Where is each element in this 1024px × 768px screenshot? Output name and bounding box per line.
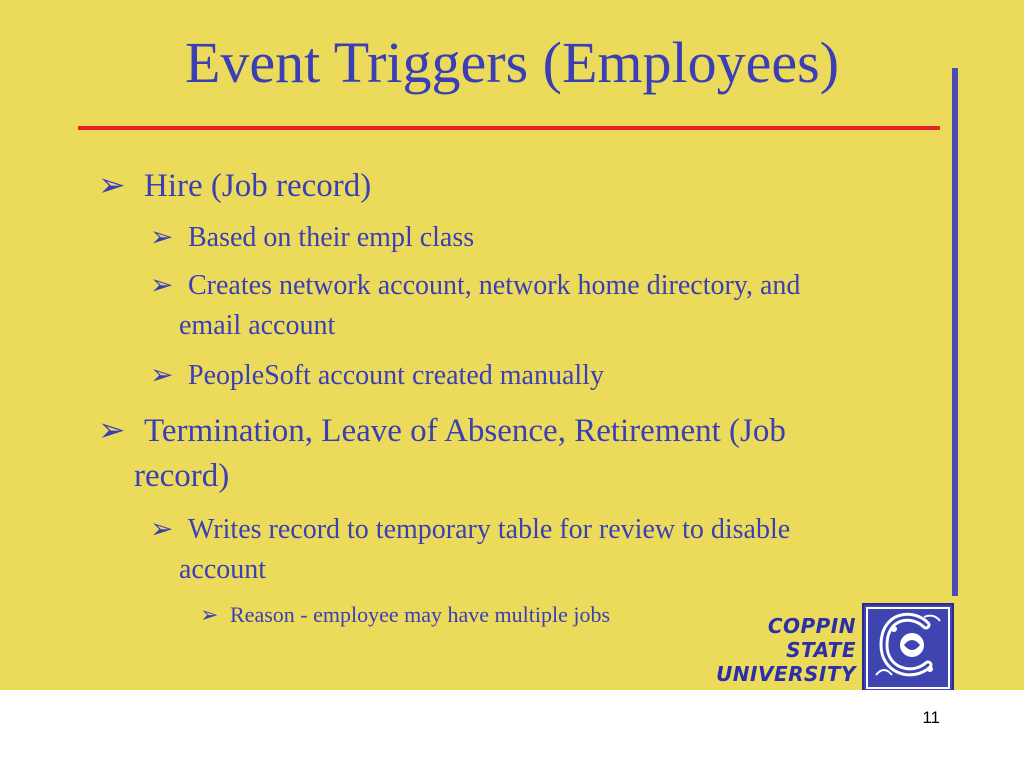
university-seal-icon	[862, 603, 954, 690]
arrow-bullet-icon: ➢	[150, 360, 174, 391]
bullet-text: Writes record to temporary table for review to disable	[188, 514, 791, 545]
arrow-bullet-icon: ➢	[150, 270, 174, 301]
page-number: 11	[922, 708, 940, 727]
seal-graphic	[864, 605, 952, 690]
bullet-text: Termination, Leave of Absence, Retirement (Job	[144, 413, 786, 449]
bullet-text: Reason - employee may have multiple jobs	[230, 602, 611, 627]
bullet-text: PeopleSoft account created manually	[188, 360, 604, 391]
bullet-text-continued: account	[179, 554, 267, 585]
bullet-text: Hire (Job record)	[144, 168, 372, 204]
arrow-bullet-icon: ➢	[150, 222, 174, 253]
arrow-bullet-icon: ➢	[98, 168, 126, 204]
arrow-bullet-icon: ➢	[200, 602, 219, 627]
logo-line-university: UNIVERSITY	[716, 662, 856, 686]
bullet-text: Based on their empl class	[188, 222, 475, 253]
logo-line-state: STATE	[786, 638, 856, 662]
arrow-bullet-icon: ➢	[150, 514, 174, 545]
university-logo-text	[716, 614, 856, 686]
bullet-text: Creates network account, network home directory, and	[188, 270, 801, 301]
arrow-bullet-icon: ➢	[98, 413, 126, 449]
bullet-text-continued: record)	[134, 458, 230, 494]
slide-title: Event Triggers (Employees)	[184, 30, 840, 95]
bullet-text-continued: email account	[179, 310, 336, 341]
logo-line-coppin: COPPIN	[767, 614, 856, 638]
